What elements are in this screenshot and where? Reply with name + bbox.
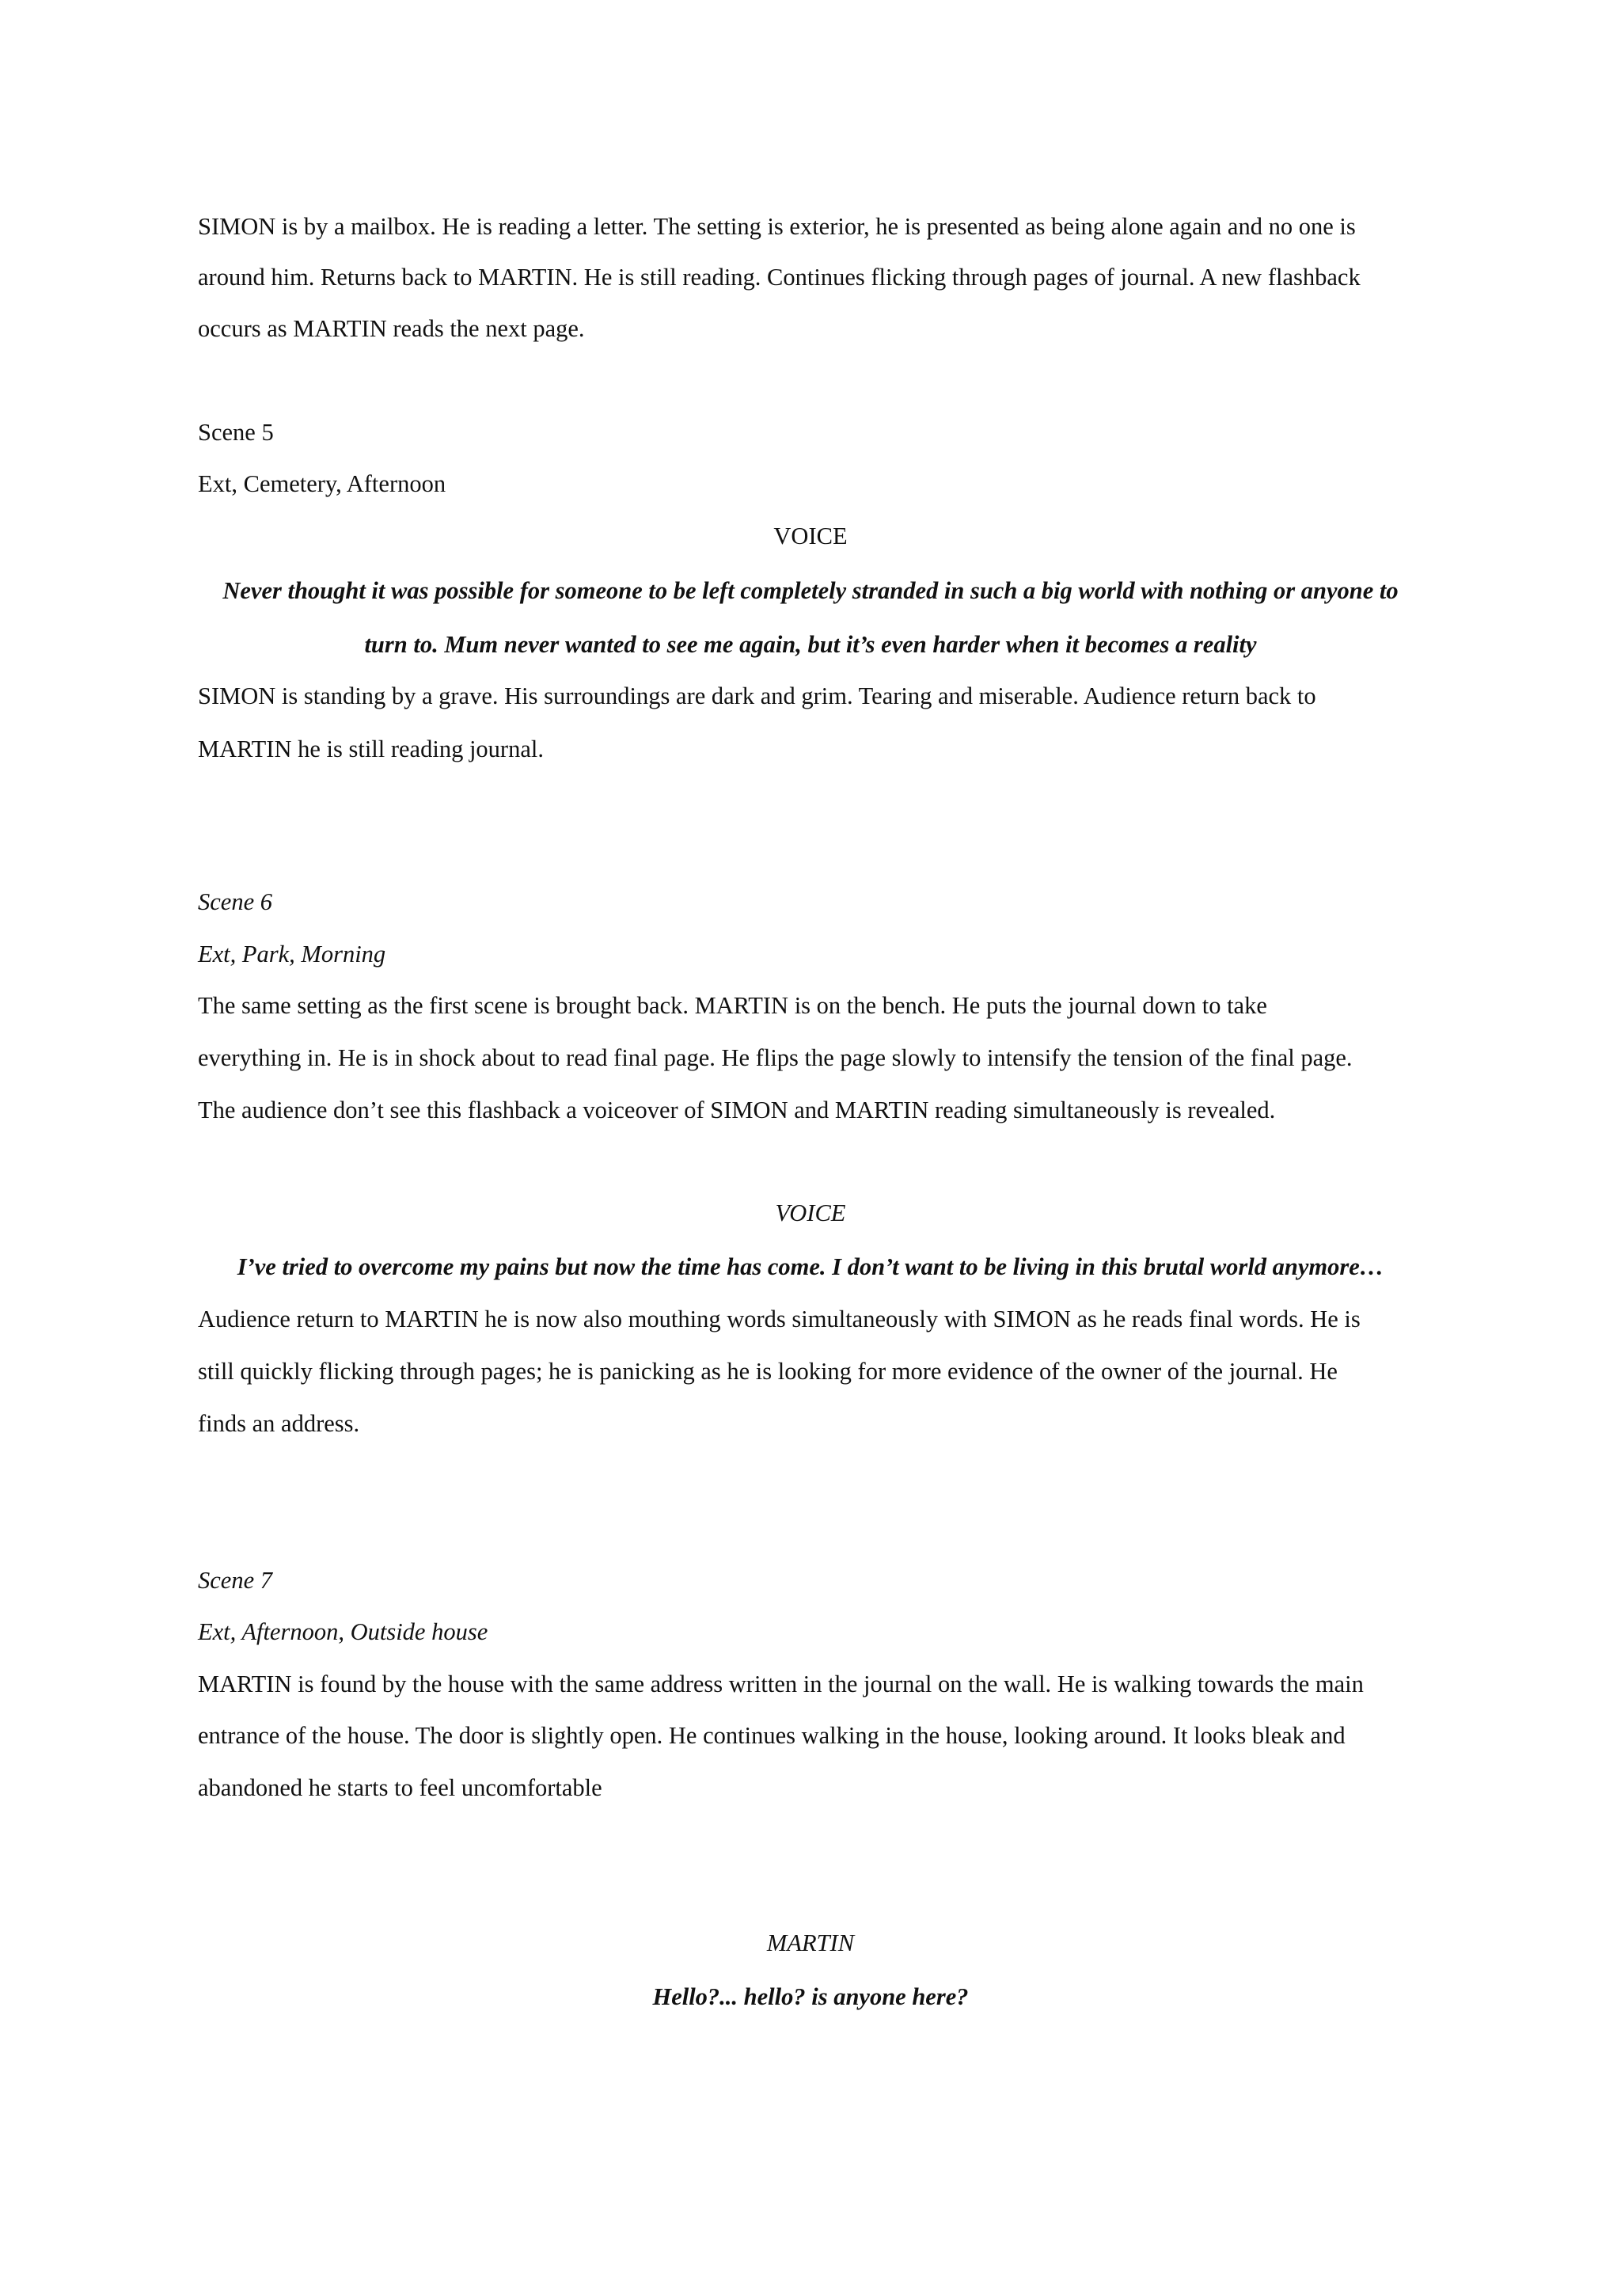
action-line: entrance of the house. The door is slightly open. He continues walking in the house, looking around. It looks bleak and <box>198 1722 1346 1749</box>
action-line: MARTIN is found by the house with the same address written in the journal on the wall. He is walking towards the main <box>198 1671 1364 1697</box>
action-line: finds an address. <box>198 1410 360 1437</box>
action-line: occurs as MARTIN reads the next page. <box>198 315 585 342</box>
action-line: SIMON is standing by a grave. His surroundings are dark and grim. Tearing and miserable. Audience return back to <box>198 682 1316 709</box>
scene-number: Scene 6 <box>198 888 272 915</box>
action-line: The audience don’t see this flashback a voiceover of SIMON and MARTIN reading simultaneously is revealed. <box>198 1097 1276 1123</box>
dialogue-line: Never thought it was possible for someone to be left completely stranded in such a big world with nothing or anyone to <box>222 577 1399 604</box>
action-line: Audience return to MARTIN he is now also mouthing words simultaneously with SIMON as he reads final words. He is <box>198 1306 1361 1332</box>
action-line: The same setting as the first scene is brought back. MARTIN is on the bench. He puts the journal down to take <box>198 992 1267 1019</box>
character-name: VOICE <box>775 1199 846 1226</box>
dialogue-line: turn to. Mum never wanted to see me again, but it’s even harder when it becomes a reality <box>364 631 1257 658</box>
action-line: SIMON is by a mailbox. He is reading a letter. The setting is exterior, he is presented as being alone again and no one is <box>198 213 1356 240</box>
action-line: around him. Returns back to MARTIN. He is still reading. Continues flicking through pages of journal. A new flashback <box>198 264 1361 291</box>
scene-number: Scene 5 <box>198 419 274 446</box>
action-line: abandoned he starts to feel uncomfortable <box>198 1774 602 1801</box>
character-name: VOICE <box>773 523 848 549</box>
scene-number: Scene 7 <box>198 1567 272 1594</box>
scene-heading: Ext, Park, Morning <box>198 941 386 967</box>
scene-heading: Ext, Cemetery, Afternoon <box>198 470 446 497</box>
action-line: MARTIN he is still reading journal. <box>198 736 544 762</box>
dialogue-line: I’ve tried to overcome my pains but now the time has come. I don’t want to be living in this brutal world anymore… <box>237 1253 1384 1280</box>
scene-heading: Ext, Afternoon, Outside house <box>198 1618 488 1645</box>
action-line: still quickly flicking through pages; he is panicking as he is looking for more evidence of the owner of the journal. He <box>198 1358 1338 1385</box>
action-line: everything in. He is in shock about to read final page. He flips the page slowly to intensify the tension of the final page. <box>198 1044 1353 1071</box>
dialogue-line: Hello?... hello? is anyone here? <box>652 1983 969 2010</box>
character-name: MARTIN <box>766 1929 855 1956</box>
